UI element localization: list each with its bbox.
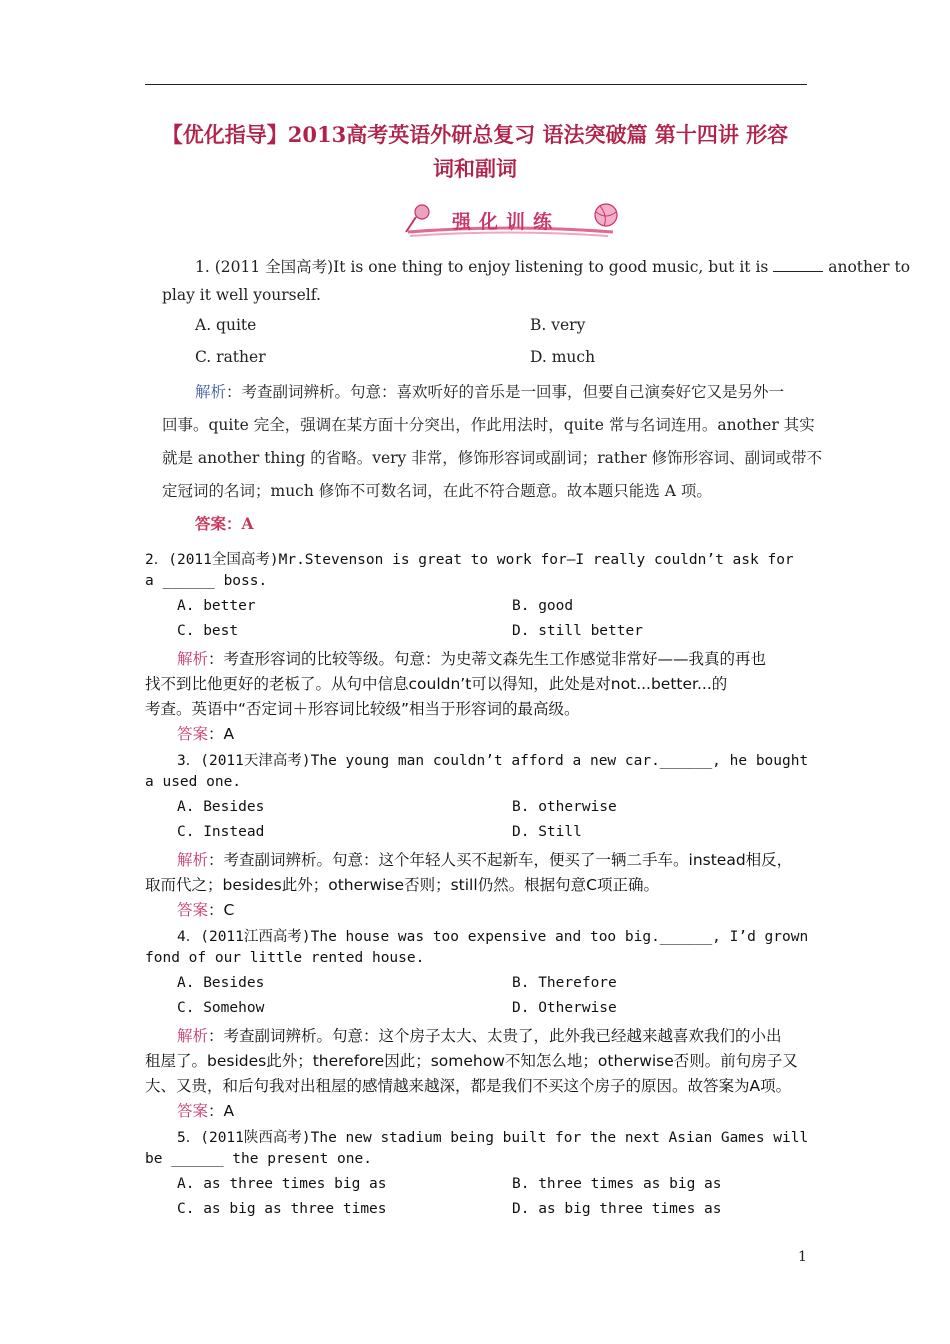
q2-option-b: B. good [512,598,574,614]
q3-analysis-text: ：考查副词辨析。句意：这个年轻人买不起新车，便买了一辆二手车。instead相反， [208,851,793,869]
q4-answer [177,1099,234,1121]
q5-option-b: B. three times as big as [512,1176,722,1192]
q4-analysis-line3: 大、又贵，和后句我对出租屋的感情越来越深，都是我们不买这个房子的原因。故答案为A项。 [145,1077,792,1095]
banner-title: 强化训练 [452,211,561,233]
q4-analysis-text: ：考查副词辨析。句意：这个房子太大、太贵了，此外我已经越来越喜欢我们的小出 [208,1027,782,1045]
q4-answer-value: ：A [208,1102,235,1120]
q1-stem-line2: play it well yourself. [162,286,321,304]
q3-analysis-line1 [177,848,792,870]
q2-answer-value: ：A [208,725,235,743]
q2-answer-label: 答案 [177,725,209,743]
q3-option-a: A. Besides [177,799,265,815]
q2-analysis-text: ：考查形容词的比较等级。句意：为史蒂文森先生工作感觉非常好——我真的再也 [208,650,767,668]
q2-analysis-line3: 考查。英语中“否定词＋形容词比较级”相当于形容词的最高级。 [145,700,580,718]
q4-option-b: B. Therefore [512,975,617,991]
q2-analysis-label: 解析 [177,650,209,668]
q1-option-c: C. rather [195,348,266,366]
q3-option-c: C. Instead [177,824,265,840]
q1-option-a: A. quite [195,316,257,334]
q5-stem-line1: 5．(2011陕西高考)The new stadium being built for the next Asian Games will [177,1130,809,1146]
q3-answer-value: ：C [208,901,235,919]
q5-option-d: D. as big three times as [512,1201,722,1217]
q4-analysis-line2: 租屋了。besides此外；therefore因此；somehow不知怎么地；otherwise否则。前句房子又 [145,1052,798,1070]
q2-answer [177,722,234,744]
q3-answer-label: 答案 [177,901,209,919]
q3-analysis-label: 解析 [177,851,209,869]
q3-stem-line1: 3．(2011天津高考)The young man couldn’t afford a new car.______, he bought [177,753,809,769]
q1-analysis-label: 解析 [195,383,227,401]
q1-stem-line1 [195,255,910,277]
q4-stem-line1: 4．(2011江西高考)The house was too expensive and too big.______, I’d grown [177,929,809,945]
q4-analysis-line1 [177,1024,782,1046]
q1-stem-text: 1. (2011 全国高考)It is one thing to enjoy listening to good music, but it is [195,258,769,276]
q3-answer [177,898,234,920]
title-line-2: 词和副词 [433,156,517,181]
q1-option-d: D. much [530,348,596,366]
q1-stem-tail: another to [828,258,911,276]
q1-answer-value: ：A [226,514,254,533]
q3-option-d: D. Still [512,824,582,840]
q1-analysis-line3: 就是 another thing 的省略。very 非常，修饰形容词或副词；rather 修饰形容词、副词或带不 [162,449,823,467]
q1-analysis-line4: 定冠词的名词；much 修饰不可数名词，在此不符合题意。故本题只能选 A 项。 [162,482,712,500]
q4-stem-line2: fond of our little rented house. [145,950,425,966]
microphone-icon [406,205,429,232]
q2-stem-line1: 2．(2011全国高考)Mr.Stevenson is great to work for—I really couldn’t ask for [145,552,794,568]
q1-analysis-line1 [195,380,784,402]
title-line-1: 【优化指导】2013高考英语外研总复习 语法突破篇 第十四讲 形容 [161,122,789,147]
q4-answer-label: 答案 [177,1102,209,1120]
q2-option-a: A. better [177,598,256,614]
header-rule [145,84,807,85]
ball-icon [595,204,617,226]
q1-blank [773,257,823,272]
q2-option-c: C. best [177,623,239,639]
q1-option-b: B. very [530,316,586,334]
q4-option-a: A. Besides [177,975,265,991]
q5-stem-line2: be ______ the present one. [145,1151,372,1167]
q4-option-d: D. Otherwise [512,1000,617,1016]
q5-option-c: C. as big as three times [177,1201,387,1217]
page-number: 1 [798,1249,807,1265]
q2-analysis-line1 [177,647,766,669]
q1-answer [195,512,254,534]
q2-analysis-line2: 找不到比他更好的老板了。从句中信息couldn’t可以得知，此处是对not...better...的 [145,675,728,693]
q3-option-b: B. otherwise [512,799,617,815]
q3-stem-line2: a used one. [145,774,242,790]
q4-option-c: C. Somehow [177,1000,265,1016]
q1-analysis-line2: 回事。quite 完全，强调在某方面十分突出，作此用法时，quite 常与名词连用。another 其实 [162,416,815,434]
page-title [130,118,820,186]
q3-analysis-line2: 取而代之；besides此外；otherwise否则；still仍然。根据句意C项正确。 [145,876,659,894]
q2-stem-line2: a ______ boss. [145,573,268,589]
q5-option-a: A. as three times big as [177,1176,387,1192]
q1-analysis-text: ：考查副词辨析。句意：喜欢听好的音乐是一回事，但要自己演奏好它又是另外一 [226,383,785,401]
q1-answer-label: 答案 [195,514,227,533]
q4-analysis-label: 解析 [177,1027,209,1045]
q2-option-d: D. still better [512,623,643,639]
